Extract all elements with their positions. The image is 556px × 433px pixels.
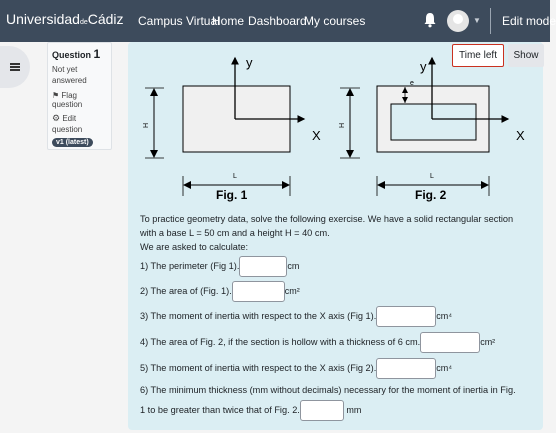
list-icon [10,63,20,71]
fig2-y-label: y [420,59,427,74]
gear-icon: ⚙ [52,113,61,123]
question-item-5: 5) The moment of inertia with respect to the X axis (Fig 2). cm⁴ [140,358,452,379]
nav-link-campus-virtual[interactable]: Campus Virtual [138,14,220,28]
top-navbar [0,0,556,42]
bell-icon[interactable] [423,12,437,28]
nav-link-home[interactable]: Home [212,14,245,28]
question-intro-line-2: with a base L = 50 cm and a height H = 40 cm. [140,228,330,238]
fig1-h-label: H [143,122,150,128]
answer-input-6[interactable] [300,400,344,421]
fig1-l-label: L [233,173,237,180]
question-item-4: 4) The area of Fig. 2, if the section is hollow with a thickness of 6 cm. cm² [140,332,495,353]
course-index-toggle[interactable] [0,46,30,88]
flag-question-link[interactable]: ⚑ Flag question [52,91,83,109]
brand-text-small: de [79,19,88,26]
navbar-divider [490,8,491,34]
user-avatar[interactable] [447,10,469,32]
fig1-caption: Fig. 1 [216,188,248,202]
fig2-inner-rectangle [391,104,476,140]
edit-question-link[interactable]: ⚙ Edit question [52,113,83,134]
chevron-down-icon[interactable]: ▼ [473,16,481,25]
question-number: Question 1 [52,47,101,61]
answer-input-4[interactable] [420,332,480,353]
version-badge: v1 (latest) [52,138,93,147]
question-item-6-line-1: 6) The minimum thickness (mm without decimals) necessary for the moment of inertia in Fig. [140,385,516,395]
question-info-panel [47,42,112,150]
answer-input-5[interactable] [376,358,436,379]
answer-input-2[interactable] [232,281,285,302]
geometry-figures [128,48,538,206]
question-intro-line-3: We are asked to calculate: [140,242,249,252]
question-item-6-line-2: 1 to be greater than twice that of Fig. 2. mm [140,400,361,421]
figure-2 [339,58,525,202]
answer-input-3[interactable] [376,306,436,327]
time-left-button[interactable]: Time left [452,44,504,67]
nav-link-dashboard[interactable]: Dashboard [248,14,307,28]
figure-1 [143,55,321,202]
site-logo[interactable] [6,11,124,27]
question-item-3: 3) The moment of inertia with respect to the X axis (Fig 1). cm⁴ [140,306,452,327]
fig2-h-label: H [339,122,346,128]
brand-text: Universidad [6,11,80,27]
show-timer-button[interactable]: Show [508,44,544,67]
fig2-x-label: X [516,128,525,143]
question-state: Not yet answered [52,65,87,85]
fig2-l-label: L [430,173,434,180]
question-intro-line-1: To practice geometry data, solve the following exercise. We have a solid rectangular section [140,214,514,224]
brand-text-end: Cádiz [87,11,124,27]
fig1-x-label: X [312,128,321,143]
nav-link-my-courses[interactable]: My courses [304,14,366,28]
fig2-e-label: e [410,80,414,87]
edit-mode-toggle[interactable]: Edit mode [502,14,556,28]
fig2-caption: Fig. 2 [415,188,447,202]
fig1-y-label: y [246,55,253,70]
question-item-1: 1) The perimeter (Fig 1). cm [140,256,299,277]
flag-icon: ⚑ [52,91,60,100]
question-item-2: 2) The area of (Fig. 1). cm² [140,281,300,302]
answer-input-1[interactable] [239,256,287,277]
